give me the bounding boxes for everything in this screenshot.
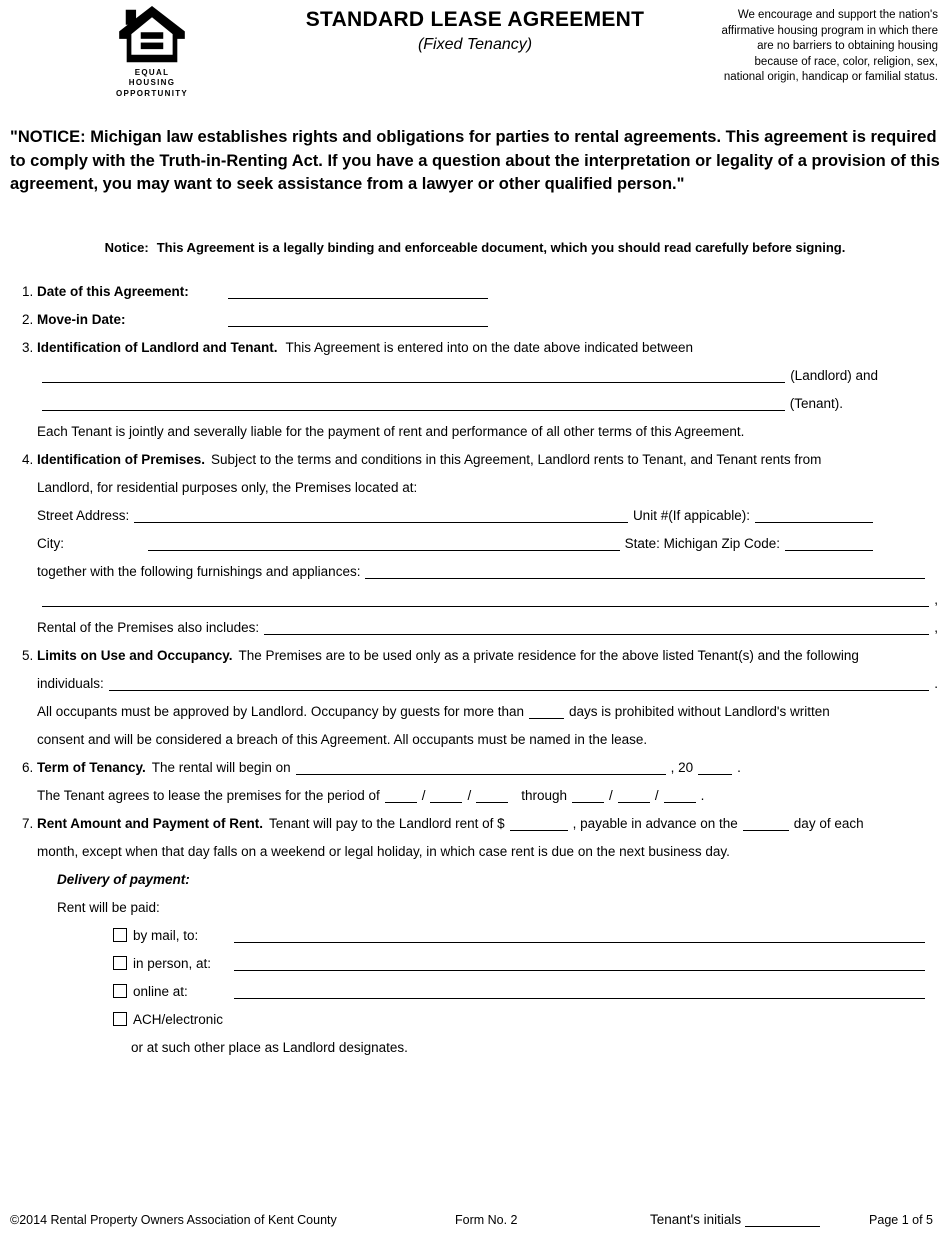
item-5-heading <box>0 642 950 670</box>
equal-housing-caption-line2: OPPORTUNITY <box>115 89 189 98</box>
end-month-line[interactable] <box>572 802 604 803</box>
period: . <box>934 676 938 691</box>
item-4-intro2-row <box>0 474 950 502</box>
tenant-initials-line[interactable] <box>745 1226 820 1227</box>
occupancy-post-text: days is prohibited without Landlord's written <box>569 704 830 719</box>
item-number: 4. <box>22 452 34 467</box>
person-address-line[interactable] <box>234 970 925 971</box>
rent-will-be-paid-row <box>0 894 950 922</box>
tagline-line: are no barriers to obtaining housing <box>757 40 938 52</box>
through-text: through <box>521 788 568 803</box>
fair-housing-statement <box>678 8 938 86</box>
period: . <box>737 760 741 775</box>
payment-ach-label: ACH/electronic <box>133 1012 224 1027</box>
period: . <box>700 788 705 803</box>
tagline-line: We encourage and support the nation's <box>737 9 938 21</box>
rental-includes-line[interactable] <box>264 634 929 635</box>
start-year-line[interactable] <box>476 802 508 803</box>
tenant-initials-label: Tenant's initials <box>650 1212 742 1227</box>
tenant-name-row <box>0 390 950 418</box>
identification-premises-label: Identification of Premises. <box>37 452 206 467</box>
item-4-intro2: Landlord, for residential purposes only, the Premises located at: <box>37 480 418 495</box>
date-of-agreement-label: Date of this Agreement: <box>37 284 189 299</box>
landlord-name-row <box>0 362 950 390</box>
begin-mid-text: , 20 <box>670 760 694 775</box>
rent-due-day-line[interactable] <box>743 830 789 831</box>
notice-text: This Agreement is a legally binding and enforceable document, which you should read carefully before signing. <box>156 240 846 255</box>
form-body <box>0 278 950 1062</box>
form-number: Form No. 2 <box>455 1213 518 1227</box>
end-day-line[interactable] <box>618 802 650 803</box>
item-7-heading <box>0 810 950 838</box>
move-in-date-label: Move-in Date: <box>37 312 126 327</box>
item-3-heading <box>0 334 950 362</box>
end-year-line[interactable] <box>664 802 696 803</box>
month-note-row <box>0 838 950 866</box>
street-address-line[interactable] <box>134 522 628 523</box>
rental-includes-label: Rental of the Premises also includes: <box>37 620 260 635</box>
consent-row <box>0 726 950 754</box>
binding-document-notice <box>0 240 950 255</box>
item-number: 1. <box>22 284 34 299</box>
other-place-text: or at such other place as Landlord designates. <box>131 1040 408 1055</box>
occupancy-pre-text: All occupants must be approved by Landlord. Occupancy by guests for more than <box>37 704 525 719</box>
payment-online-label: online at: <box>133 984 188 999</box>
tagline-line: national origin, handicap or familial status. <box>723 71 938 83</box>
page-title: STANDARD LEASE AGREEMENT <box>305 8 645 31</box>
identification-parties-label: Identification of Landlord and Tenant. <box>37 340 278 355</box>
unit-number-label: Unit #(If appicable): <box>632 508 750 523</box>
rent-will-be-paid-label: Rent will be paid: <box>57 900 160 915</box>
rent-mid-text: , payable in advance on the <box>572 816 738 831</box>
equal-housing-caption-line1: EQUAL HOUSING <box>128 68 176 87</box>
notice-label: Notice: <box>104 240 149 255</box>
furnishings-continuation-row <box>0 586 950 614</box>
city-state-row <box>0 530 950 558</box>
item-4-heading <box>0 446 950 474</box>
item-2-move-in-date <box>0 306 950 334</box>
begin-pre-text: The rental will begin on <box>151 760 291 775</box>
comma: , <box>934 620 938 635</box>
payment-option-online-row <box>0 978 950 1006</box>
other-place-row <box>0 1034 950 1062</box>
slash: / <box>609 788 613 803</box>
unit-number-line[interactable] <box>755 522 873 523</box>
mail-address-line[interactable] <box>234 942 925 943</box>
item-6-heading <box>0 754 950 782</box>
landlord-suffix: (Landlord) and <box>790 368 878 383</box>
tenant-initials-block <box>650 1212 820 1227</box>
page-footer <box>0 1206 950 1236</box>
furnishings-row <box>0 558 950 586</box>
item-number: 7. <box>22 816 34 831</box>
tenant-name-line[interactable] <box>42 410 785 411</box>
slash: / <box>654 788 659 803</box>
consent-text: consent and will be considered a breach of this Agreement. All occupants must be named in the lease. <box>37 732 648 747</box>
item-4-intro1: Subject to the terms and conditions in this Agreement, Landlord rents to Tenant, and Tenant rents from <box>211 452 822 467</box>
landlord-name-line[interactable] <box>42 382 785 383</box>
limits-use-occupancy-label: Limits on Use and Occupancy. <box>37 648 233 663</box>
online-address-line[interactable] <box>234 998 925 999</box>
rent-amount-label: Rent Amount and Payment of Rent. <box>37 816 264 831</box>
payment-option-person-row <box>0 950 950 978</box>
term-of-tenancy-label: Term of Tenancy. <box>37 760 146 775</box>
guest-occupancy-row <box>0 698 950 726</box>
individuals-label: individuals: <box>37 676 104 691</box>
slash: / <box>467 788 472 803</box>
payment-mail-label: by mail, to: <box>133 928 199 943</box>
page-indicator: Page 1 of 5 <box>869 1213 933 1227</box>
lease-period-row <box>0 782 950 810</box>
comma: , <box>934 592 938 607</box>
furnishings-line[interactable] <box>365 578 925 579</box>
furnishings-line-2[interactable] <box>42 606 929 607</box>
begin-date-line[interactable] <box>296 774 666 775</box>
item-number: 6. <box>22 760 34 775</box>
joint-liability-note <box>0 418 950 446</box>
state-zip-label: State: Michigan Zip Code: <box>624 536 780 551</box>
payment-online-checkbox[interactable] <box>113 984 127 998</box>
street-address-label: Street Address: <box>37 508 130 523</box>
page-subtitle: (Fixed Tenancy) <box>417 36 533 53</box>
street-address-row <box>0 502 950 530</box>
agreement-date-line[interactable] <box>228 298 488 299</box>
rent-pre-text: Tenant will pay to the Landlord rent of $ <box>269 816 505 831</box>
rental-includes-row <box>0 614 950 642</box>
zip-code-line[interactable] <box>785 550 873 551</box>
city-label: City: <box>37 536 64 551</box>
rent-post-text: day of each <box>793 816 864 831</box>
delivery-of-payment-label: Delivery of payment: <box>57 872 190 887</box>
payment-option-mail-row <box>0 922 950 950</box>
tenant-suffix: (Tenant). <box>789 396 843 411</box>
item-5-intro: The Premises are to be used only as a private residence for the above listed Tenant(s) and the following <box>238 648 859 663</box>
truth-in-renting-notice: "NOTICE: Michigan law establishes rights and obligations for parties to rental agreements. This agreement is required to comply with the Truth-in-Renting Act. If you have a question about the interpretation or legality of a provision of this agreement, you may want to seek assistance from a lawyer or other qualified person." <box>10 128 940 193</box>
slash: / <box>421 788 426 803</box>
item-number: 3. <box>22 340 34 355</box>
copyright-text: ©2014 Rental Property Owners Association of Kent County <box>10 1213 337 1227</box>
individuals-line[interactable] <box>109 690 929 691</box>
payment-person-label: in person, at: <box>133 956 212 971</box>
item-number: 5. <box>22 648 34 663</box>
furnishings-label: together with the following furnishings and appliances: <box>37 564 361 579</box>
month-note-text: month, except when that day falls on a weekend or legal holiday, in which case rent is due on the next business day. <box>37 844 730 859</box>
delivery-of-payment-row <box>0 866 950 894</box>
guest-days-line[interactable] <box>529 718 564 719</box>
individuals-row <box>0 670 950 698</box>
move-in-date-line[interactable] <box>228 326 488 327</box>
tagline-line: because of race, color, religion, sex, <box>754 55 938 68</box>
tagline-line: affirmative housing program in which there <box>721 24 938 37</box>
start-month-line[interactable] <box>385 802 417 803</box>
period-pre-text: The Tenant agrees to lease the premises for the period of <box>37 788 380 803</box>
start-day-line[interactable] <box>430 802 462 803</box>
item-number: 2. <box>22 312 34 327</box>
payment-person-checkbox[interactable] <box>113 956 127 970</box>
payment-option-ach-row <box>0 1006 950 1034</box>
begin-year-line[interactable] <box>698 774 732 775</box>
payment-mail-checkbox[interactable] <box>113 928 127 942</box>
item-3-intro: This Agreement is entered into on the date above indicated between <box>285 340 694 355</box>
payment-ach-checkbox[interactable] <box>113 1012 127 1026</box>
city-line[interactable] <box>148 550 620 551</box>
rent-amount-line[interactable] <box>510 830 568 831</box>
liability-text: Each Tenant is jointly and severally liable for the payment of rent and performance of all other terms of this Agreement. <box>37 424 745 439</box>
item-1-date-of-agreement <box>0 278 950 306</box>
